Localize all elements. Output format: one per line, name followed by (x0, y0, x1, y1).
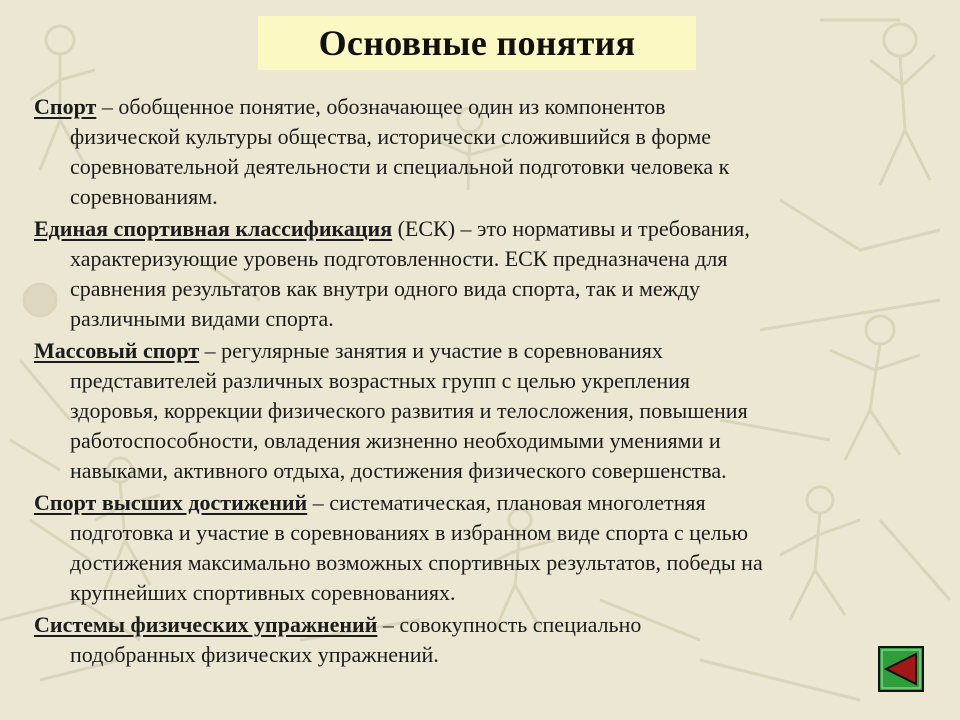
definition-first-line (34, 336, 914, 366)
title-box (258, 16, 696, 70)
definition-line: различными видами спорта. (70, 306, 334, 331)
term-label: Системы физических упражнений (34, 612, 378, 637)
definition-line: подготовка и участие в соревнованиях в избранном виде спорта с целью (70, 520, 749, 545)
definition-line: характеризующие уровень подготовленности. ЕСК предназначена для (70, 246, 728, 271)
term-label: Единая спортивная классификация (34, 216, 393, 241)
page-title: Основные понятия (318, 23, 636, 63)
definition-line: соревновательной деятельности и специальной подготовки человека к (70, 154, 730, 179)
definition-mass-sport (34, 336, 914, 486)
definition-line: физической культуры общества, исторически сложившийся в форме (70, 124, 712, 149)
definition-line: здоровья, коррекции физического развития и телосложения, повышения (70, 398, 748, 423)
definition-line: работоспособности, овладения жизненно необходимыми умениями и (70, 428, 721, 453)
definition-exercise-systems (34, 610, 914, 670)
definition-first-line (34, 92, 914, 122)
definition-sport (34, 92, 914, 212)
definition-esk (34, 214, 914, 334)
definition-text: – совокупность специально (377, 612, 642, 637)
definition-text: – обобщенное понятие, обозначающее один из компонентов (96, 94, 666, 119)
term-label: Спорт (34, 94, 97, 119)
definition-elite-sport (34, 488, 914, 608)
definition-line: подобранных физических упражнений. (70, 642, 439, 667)
definition-text: (ЕСК) – это нормативы и требования, (392, 216, 750, 241)
definition-first-line (34, 214, 914, 244)
definition-text: – регулярные занятия и участие в соревнованиях (199, 338, 663, 363)
definition-first-line (34, 610, 914, 640)
term-label: Массовый спорт (34, 338, 200, 363)
definitions-list (34, 92, 914, 672)
term-label: Спорт высших достижений (34, 490, 308, 515)
back-button[interactable] (878, 646, 924, 692)
definition-line: достижения максимально возможных спортивных результатов, победы на (70, 550, 763, 575)
definition-line: сравнения результатов как внутри одного вида спорта, так и между (70, 276, 701, 301)
definition-line: соревнованиям. (70, 184, 218, 209)
definition-first-line (34, 488, 914, 518)
definition-text: – систематическая, плановая многолетняя (307, 490, 706, 515)
definition-line: представителей различных возрастных групп с целью укрепления (70, 368, 691, 393)
definition-line: крупнейших спортивных соревнованиях. (70, 580, 456, 605)
definition-line: навыками, активного отдыха, достижения физического совершенства. (70, 458, 727, 483)
